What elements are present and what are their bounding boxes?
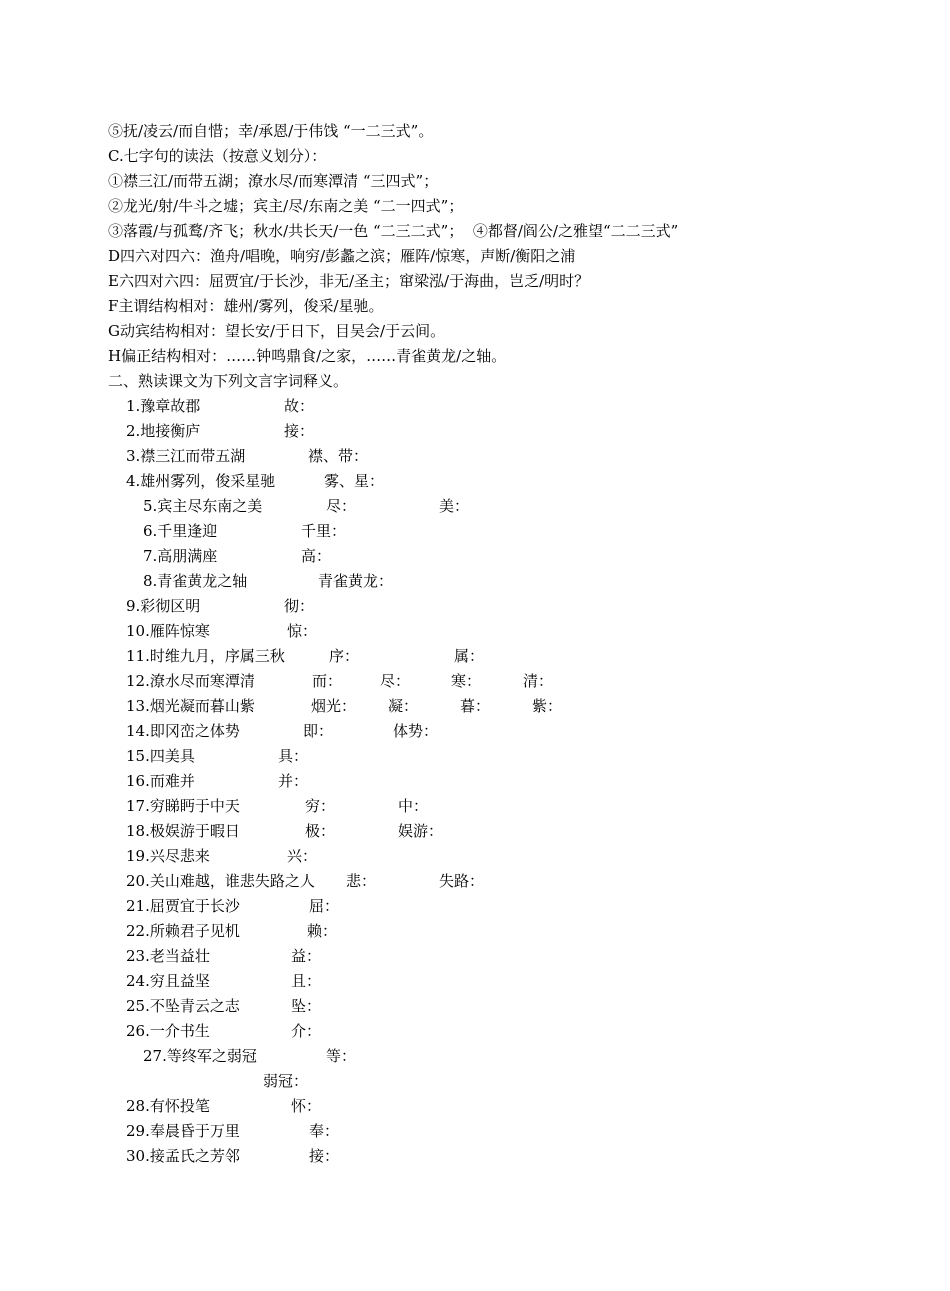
header-line: [0, 320, 900, 342]
vocab-phrase: 12.潦水尽而寒潭清: [126, 672, 255, 690]
vocab-item: [0, 545, 900, 567]
vocab-term: 弱冠：: [263, 1072, 309, 1090]
vocab-term: 接：: [284, 422, 315, 440]
vocab-phrase: 27.等终军之弱冠: [143, 1047, 257, 1065]
vocab-phrase: 3.襟三江而带五湖: [126, 447, 246, 465]
vocab-phrase: 21.屈贾宜于长沙: [126, 897, 240, 915]
vocab-phrase: 10.雁阵惊寒: [126, 622, 210, 640]
vocab-term: 千里：: [301, 522, 347, 540]
vocab-term: 美：: [439, 497, 470, 515]
vocab-term: 具：: [278, 747, 309, 765]
vocab-phrase: 29.奉晨昏于万里: [126, 1122, 240, 1140]
vocab-term: 且：: [291, 972, 322, 990]
vocab-item: [0, 620, 900, 642]
vocab-term: 怀：: [291, 1097, 322, 1115]
vocab-phrase: 15.四美具: [126, 747, 195, 765]
vocab-phrase: 20.关山难越，谁悲失路之人: [126, 872, 315, 890]
vocab-item: [0, 1095, 900, 1117]
vocab-item: [0, 470, 900, 492]
vocab-term: 穷：: [305, 797, 336, 815]
vocab-phrase: 16.而难并: [126, 772, 195, 790]
vocab-item: [0, 570, 900, 592]
vocab-item: [0, 395, 900, 417]
vocab-phrase: 30.接孟氏之芳邻: [126, 1147, 240, 1165]
vocab-term: 青雀黄龙：: [318, 572, 394, 590]
vocab-item: [0, 720, 900, 742]
vocab-item: [0, 595, 900, 617]
vocab-term: 极：: [305, 822, 336, 840]
section-title: 二、熟读课文为下列文言字词释义。: [108, 372, 349, 390]
vocab-term: 接：: [309, 1147, 340, 1165]
vocab-term: 雾、星：: [324, 472, 385, 490]
vocab-term: 失路：: [439, 872, 485, 890]
section-heading: [0, 370, 900, 392]
header-line: [0, 195, 900, 217]
header-line: [0, 120, 900, 142]
vocab-term: 坠：: [291, 997, 322, 1015]
text-line: F主谓结构相对：雄州/雾列，俊采/星驰。: [108, 297, 384, 315]
vocab-item: [0, 670, 900, 692]
vocab-item: [0, 770, 900, 792]
header-line: [0, 170, 900, 192]
vocab-item: [0, 745, 900, 767]
vocab-item: [0, 520, 900, 542]
vocab-phrase: 24.穷且益坚: [126, 972, 210, 990]
vocab-phrase: 5.宾主尽东南之美: [143, 497, 263, 515]
vocab-item: [0, 920, 900, 942]
vocab-item: [0, 1020, 900, 1042]
vocab-phrase: 1.豫章故郡: [126, 397, 201, 415]
vocab-item: [0, 695, 900, 717]
vocab-term: 高：: [301, 547, 332, 565]
vocab-term: 娱游：: [398, 822, 444, 840]
text-line: H偏正结构相对：……钟鸣鼎食/之家，……青雀黄龙/之轴。: [108, 347, 507, 365]
vocab-term: 清：: [523, 672, 554, 690]
vocab-item: [0, 870, 900, 892]
vocab-term: 并：: [278, 772, 309, 790]
vocab-term: 介：: [291, 1022, 322, 1040]
vocab-phrase: 8.青雀黄龙之轴: [143, 572, 248, 590]
vocab-item: [0, 445, 900, 467]
vocab-term: 益：: [291, 947, 322, 965]
vocab-term: 暮：: [460, 697, 491, 715]
header-line: [0, 145, 900, 167]
vocab-phrase: 28.有怀投笔: [126, 1097, 210, 1115]
vocab-term: 尽：: [380, 672, 411, 690]
vocab-item: [0, 845, 900, 867]
vocab-phrase: 14.即冈峦之体势: [126, 722, 240, 740]
vocab-term: 寒：: [451, 672, 482, 690]
vocab-phrase: 23.老当益壮: [126, 947, 210, 965]
vocab-item: [0, 645, 900, 667]
vocab-item: [0, 820, 900, 842]
vocab-term: 惊：: [287, 622, 318, 640]
vocab-phrase: 13.烟光凝而暮山紫: [126, 697, 255, 715]
vocab-item: [0, 795, 900, 817]
vocab-item: [0, 995, 900, 1017]
text-line: D四六对四六：渔舟/唱晚，响穷/彭蠡之滨；雁阵/惊寒，声断/衡阳之浦: [108, 247, 576, 265]
vocab-item: [0, 495, 900, 517]
vocab-term: 奉：: [309, 1122, 340, 1140]
header-line: [0, 345, 900, 367]
vocab-phrase: 11.时维九月，序属三秋: [126, 647, 285, 665]
vocab-term: 属：: [454, 647, 485, 665]
vocab-term: 紫：: [532, 697, 563, 715]
vocab-term: 序：: [329, 647, 360, 665]
vocab-phrase: 2.地接衡庐: [126, 422, 201, 440]
vocab-term: 而：: [312, 672, 343, 690]
vocab-item: [0, 1120, 900, 1142]
vocab-term: 赖：: [307, 922, 338, 940]
vocab-phrase: 4.雄州雾列，俊采星驰: [126, 472, 276, 490]
vocab-term: 中：: [398, 797, 429, 815]
vocab-term: 襟、带：: [308, 447, 369, 465]
vocab-item: [0, 1045, 900, 1067]
header-line: [0, 295, 900, 317]
vocab-item-continuation: [0, 1070, 900, 1092]
vocab-term: 凝：: [388, 697, 419, 715]
vocab-phrase: 26.一介书生: [126, 1022, 210, 1040]
header-line: [0, 245, 900, 267]
vocab-phrase: 17.穷睇眄于中天: [126, 797, 240, 815]
vocab-phrase: 7.高朋满座: [143, 547, 218, 565]
text-line: ①襟三江/而带五湖；潦水尽/而寒潭清 “三四式”；: [108, 172, 439, 190]
vocab-term: 即：: [303, 722, 334, 740]
vocab-term: 屈：: [309, 897, 340, 915]
text-line: G动宾结构相对：望长安/于日下，目吴会/于云间。: [108, 322, 446, 340]
vocab-item: [0, 420, 900, 442]
vocab-term: 烟光：: [311, 697, 357, 715]
vocab-item: [0, 1145, 900, 1167]
vocab-item: [0, 945, 900, 967]
text-line: ③落霞/与孤鹜/齐飞；秋水/共长天/一色 “二三二式”； ④都督/阎公/之雅望“二二三式”: [108, 222, 679, 240]
text-line: E六四对六四：屈贾宜/于长沙，非无/圣主；窜梁泓/于海曲，岂乏/明时？: [108, 272, 590, 290]
header-line: [0, 220, 900, 242]
text-line: C.七字句的读法（按意义划分）：: [108, 147, 327, 165]
vocab-item: [0, 970, 900, 992]
vocab-phrase: 6.千里逢迎: [143, 522, 218, 540]
vocab-term: 悲：: [346, 872, 377, 890]
text-line: ⑤抚/凌云/而自惜；幸/承恩/于伟饯 “一二三式”。: [108, 122, 434, 140]
vocab-term: 尽：: [326, 497, 357, 515]
header-line: [0, 270, 900, 292]
vocab-phrase: 19.兴尽悲来: [126, 847, 210, 865]
vocab-phrase: 18.极娱游于暇日: [126, 822, 240, 840]
vocab-phrase: 22.所赖君子见机: [126, 922, 240, 940]
text-line: ②龙光/射/牛斗之墟；宾主/尽/东南之美 “二一四式”；: [108, 197, 464, 215]
vocab-term: 兴：: [287, 847, 318, 865]
vocab-phrase: 9.彩彻区明: [126, 597, 201, 615]
vocab-term: 体势：: [393, 722, 439, 740]
vocab-term: 故：: [284, 397, 315, 415]
vocab-phrase: 25.不坠青云之志: [126, 997, 240, 1015]
vocab-item: [0, 895, 900, 917]
vocab-term: 等：: [326, 1047, 357, 1065]
vocab-term: 彻：: [284, 597, 315, 615]
